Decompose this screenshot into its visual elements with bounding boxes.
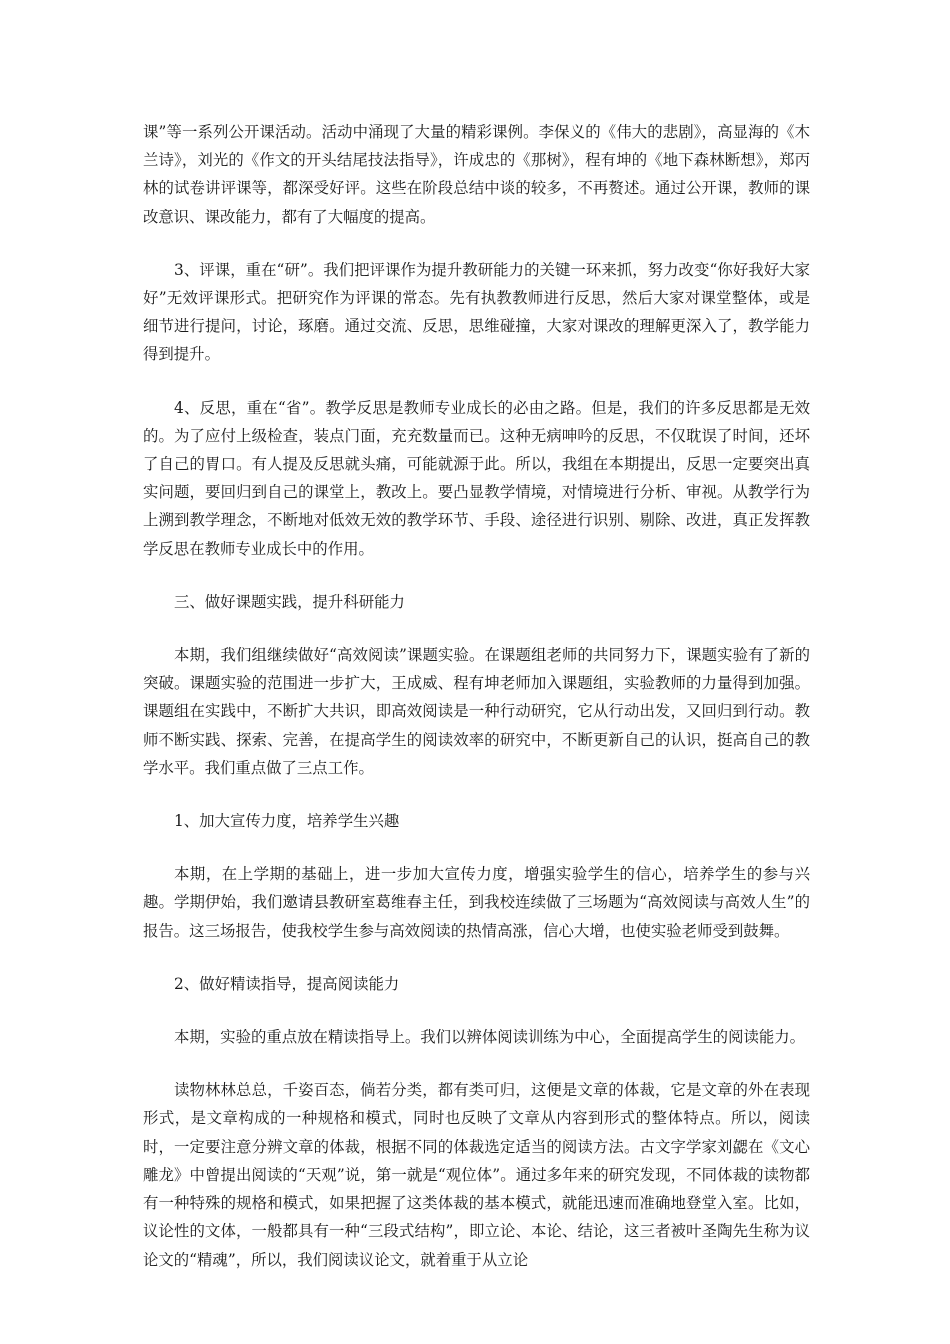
paragraph-reading-experiment: 本期，我们组继续做好“高效阅读”课题实验。在课题组老师的共同努力下，课题实验有了新的突破。课题实验的范围进一步扩大，王成威、程有坤老师加入课题组，实验教师的力量得到加强。课题组在实践中，不断扩大共识，即高效阅读是一种行动研究，它从行动出发，又回归到行动。教师不断实践、探索、完善，在提高学生的阅读效率的研究中，不断更新自己的认识，挺高自己的教学水平。我们重点做了三点工作。 xyxy=(143,646,810,777)
paragraph-lesson-evaluation: 3、评课，重在“研”。我们把评课作为提升教研能力的关键一环来抓，努力改变“你好我好大家好”无效评课形式。把研究作为评课的常态。先有执教教师进行反思，然后大家对课堂整体，或是细节进行提问，讨论，琢磨。通过交流、反思，思维碰撞，大家对课改的理解更深入了，教学能力得到提升。 xyxy=(143,260,810,364)
document-page xyxy=(143,118,810,1299)
section-heading-research: 三、做好课题实践，提升科研能力 xyxy=(174,592,405,611)
subheading-close-reading: 2、做好精读指导，提高阅读能力 xyxy=(174,974,400,993)
subheading-promotion: 1、加大宣传力度，培养学生兴趣 xyxy=(174,812,400,831)
paragraph-close-reading: 本期，实验的重点放在精读指导上。我们以辨体阅读训练为中心，全面提高学生的阅读能力。 xyxy=(174,1028,806,1047)
paragraph-genre-reading: 读物林林总总，千姿百态，倘若分类，都有类可归，这便是文章的体裁，它是文章的外在表现形式，是文章构成的一种规格和模式，同时也反映了文章从内容到形式的整体特点。所以，阅读时，一定要注意分辨文章的体裁，根据不同的体裁选定适当的阅读方法。古文字学家刘勰在《文心雕龙》中曾提出阅读的“天观”说，第一就是“观位体”。通过多年来的研究发现，不同体裁的读物都有一种特殊的规格和模式，如果把握了这类体裁的基本模式，就能迅速而准确地登堂入室。比如，议论性的文体，一般都具有一种“三段式结构”，即立论、本论、结论，这三者被叶圣陶先生称为议论文的“精魂”，所以，我们阅读议论文，就着重于从立论 xyxy=(143,1081,810,1269)
paragraph-public-lessons: 课”等一系列公开课活动。活动中涌现了大量的精彩课例。李保义的《伟大的悲剧》，高显海的《木兰诗》，刘光的《作文的开头结尾技法指导》，许成忠的《那树》，程有坤的《地下森林断想》，郑丙林的试卷讲评课等，都深受好评。这些在阶段总结中谈的较多，不再赘述。通过公开课，教师的课改意识、课改能力，都有了大幅度的提高。 xyxy=(143,123,810,226)
paragraph-promotion: 本期，在上学期的基础上，进一步加大宣传力度，增强实验学生的信心，培养学生的参与兴趣。学期伊始，我们邀请县教研室葛维春主任，到我校连续做了三场题为“高效阅读与高效人生”的报告。这三场报告，使我校学生参与高效阅读的热情高涨，信心大增，也使实验老师受到鼓舞。 xyxy=(143,865,810,940)
paragraph-reflection: 4、反思，重在“省”。教学反思是教师专业成长的必由之路。但是，我们的许多反思都是无效的。为了应付上级检查，装点门面，充充数量而已。这种无病呻吟的反思，不仅耽误了时间，还坏了自己的胃口。有人提及反思就头痛，可能就源于此。所以，我组在本期提出，反思一定要突出真实问题，要回归到自己的课堂上，教改上。要凸显教学情境，对情境进行分析、审视。从教学行为上溯到教学理念，不断地对低效无效的教学环节、手段、途径进行识别、剔除、改进，真正发挥教学反思在教师专业成长中的作用。 xyxy=(143,398,810,558)
